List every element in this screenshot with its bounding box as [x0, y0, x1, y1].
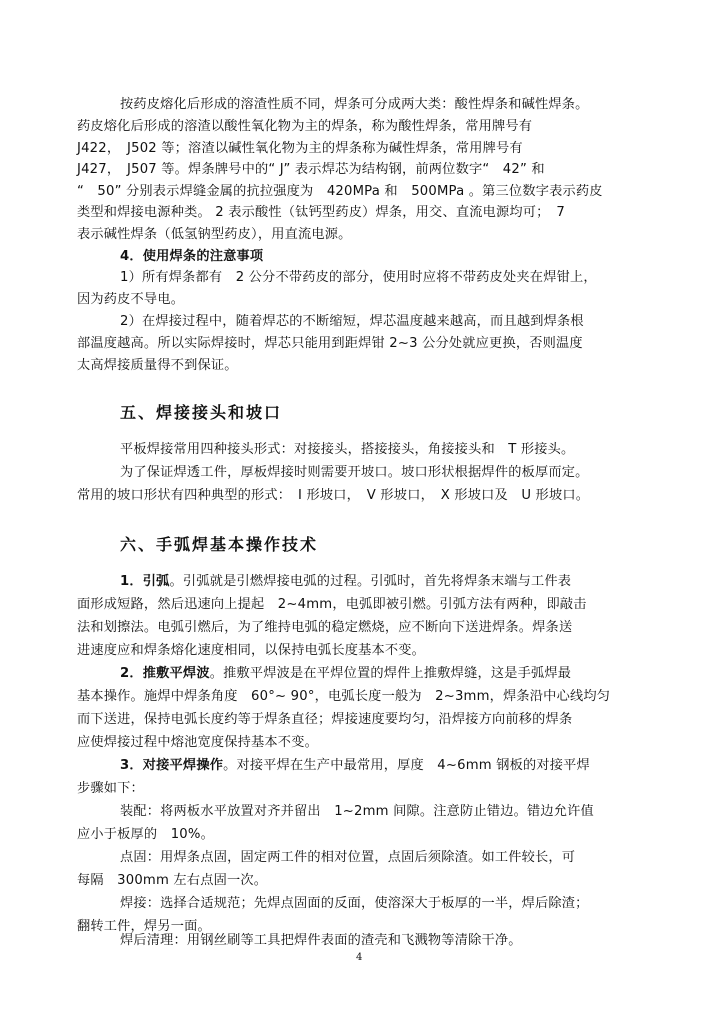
s1-line1: [120, 573, 571, 591]
sub4-item2-line2: 部温度越高。所以实际焊接时，焊芯只能用到距焊钳 2~3 公分处就应更换，否则温度: [77, 336, 583, 351]
s3-line2: 步骤如下：: [77, 781, 144, 796]
s2-line2: 基本操作。施焊中焊条角度 60°~ 90°，电弧长度一般为 2~3mm，焊条沿中心线均匀: [77, 689, 611, 704]
para1-line1: 按药皮熔化后形成的溶渣性质不同，焊条可分成两大类：酸性焊条和碱性焊条。: [120, 97, 589, 112]
para1-line5: “ 50” 分别表示焊缝金属的抗拉强度为 420MPa 和 500MPa 。第三位数字表示药皮: [77, 184, 603, 199]
para1-line6: 类型和焊接电源种类。 2 表示酸性（钛钙型药皮）焊条，用交、直流电源均可； 7: [77, 205, 565, 220]
sub4-item1-line1: 1）所有焊条都有 2 公分不带药皮的部分，使用时应将不带药皮处夹在焊钳上，: [120, 270, 597, 285]
s2-heading: 2．推敷平焊波: [120, 666, 210, 681]
s2-line3: 而下送进，保持电弧长度约等于焊条直径；焊接速度要均匀，沿焊接方向前移的焊条: [77, 712, 573, 727]
s2-text: 。推敷平焊波是在平焊位置的焊件上推敷焊缝，这是手弧焊最: [209, 666, 572, 681]
s1-heading: 1．引弧: [120, 574, 170, 589]
section5-line1: 平板焊接常用四种接头形式：对接接头，搭接接头，角接接头和 T 形接头。: [120, 442, 575, 457]
page-number: 4: [356, 952, 363, 963]
section6-title: 六、手弧焊基本操作技术: [120, 535, 319, 554]
step4-line1: 焊后清理：用钢丝刷等工具把焊件表面的渣壳和飞溅物等清除干净。: [120, 933, 522, 948]
s3-text: 。对接平焊在生产中最常用，厚度 4~6mm 钢板的对接平焊: [223, 758, 590, 773]
section5-line2: 为了保证焊透工件，厚板焊接时则需要开坡口。坡口形状根据焊件的板厚而定。: [120, 465, 589, 480]
sub4-item2-line3: 太高焊接质量得不到保证。: [77, 358, 238, 373]
s1-line2: 面形成短路，然后迅速向上提起 2~4mm，电弧即被引燃。引弧方法有两种，即敲击: [77, 597, 587, 612]
sub4-item2-line1: 2）在焊接过程中，随着焊芯的不断缩短，焊芯温度越来越高，而且越到焊条根: [120, 314, 584, 329]
sub4-heading: 4．使用焊条的注意事项: [120, 249, 264, 264]
para1-line2: 药皮熔化后形成的溶渣以酸性氧化物为主的焊条，称为酸性焊条，常用牌号有: [77, 119, 533, 134]
step1-line2: 应小于板厚的 10%。: [77, 827, 215, 842]
s2-line4: 应使焊接过程中熔池宽度保持基本不变。: [77, 735, 318, 750]
step3-line1: 焊接：选择合适规范；先焊点固面的反面，使溶深大于板厚的一半，焊后除渣；: [120, 896, 589, 911]
s1-text: 。引弧就是引燃焊接电弧的过程。引弧时，首先将焊条末端与工件表: [169, 574, 572, 589]
section5-title: 五、焊接接头和坡口: [120, 403, 283, 422]
para1-line3: J422， J502 等；溶渣以碱性氧化物为主的焊条称为碱性焊条，常用牌号有: [77, 141, 523, 156]
step1-line1: 装配：将两板水平放置对齐并留出 1~2mm 间隙。注意防止错边。错边允许值: [120, 804, 594, 819]
s3-line1: [120, 757, 590, 775]
sub4-item1-line2: 因为药皮不导电。: [77, 292, 185, 307]
step3-line2: 翻转工件，焊另一面。: [77, 919, 211, 934]
section5-line3: 常用的坡口形状有四种典型的形式： I 形坡口， V 形坡口， X 形坡口及 U 形坡口。: [77, 488, 590, 503]
s1-line3: 法和划擦法。电弧引燃后，为了维持电弧的稳定燃烧，应不断向下送进焊条。焊条送: [77, 620, 573, 635]
s2-line1: [120, 665, 571, 683]
step2-line2: 每隔 300mm 左右点固一次。: [77, 873, 268, 888]
s1-line4: 进速度应和焊条熔化速度相同，以保持电弧长度基本不变。: [77, 643, 426, 658]
step2-line1: 点固：用焊条点固，固定两工件的相对位置，点固后须除渣。如工件较长，可: [120, 850, 576, 865]
s3-heading: 3．对接平焊操作: [120, 758, 224, 773]
para1-line4: J427， J507 等。焊条牌号中的“ J” 表示焊芯为结构钢，前两位数字“ 42” 和: [77, 162, 545, 177]
para1-line7: 表示碱性焊条（低氢钠型药皮），用直流电源。: [77, 227, 352, 242]
